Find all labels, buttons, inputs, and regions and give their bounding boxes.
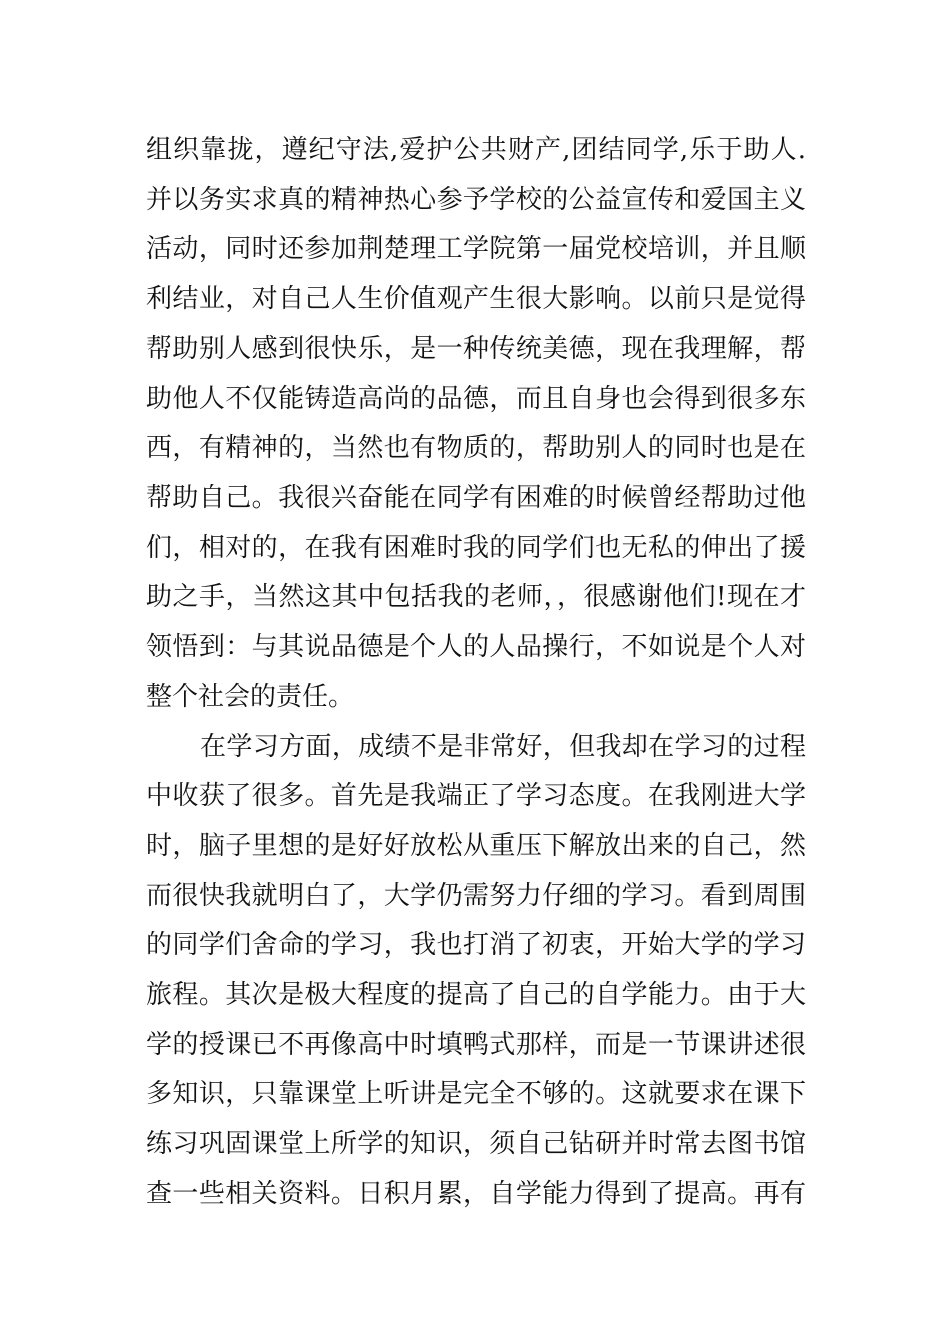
text-line: 练习巩固课堂上所学的知识，须自己钻研并时常去图书馆 — [146, 1129, 806, 1159]
text-line: 查一些相关资料。日积月累，自学能力得到了提高。再有 — [146, 1179, 806, 1209]
text-line: 旅程。其次是极大程度的提高了自己的自学能力。由于大 — [146, 980, 806, 1010]
text-line: 领悟到：与其说品德是个人的人品操行，不如说是个人对 — [146, 632, 806, 662]
text-line: 整个社会的责任。 — [146, 682, 355, 712]
text-line: 并以务实求真的精神热心参予学校的公益宣传和爱国主义 — [146, 185, 806, 215]
text-line: 组织靠拢，遵纪守法,爱护公共财产,团结同学,乐于助人. — [146, 135, 806, 165]
text-line: 助他人不仅能铸造高尚的品德，而且自身也会得到很多东 — [146, 384, 806, 414]
text-line: 中收获了很多。首先是我端正了学习态度。在我刚进大学 — [146, 781, 806, 811]
text-line: 助之手，当然这其中包括我的老师，，很感谢他们!现在才 — [146, 582, 806, 612]
text-line: 利结业，对自己人生价值观产生很大影响。以前只是觉得 — [146, 284, 806, 314]
text-line: 帮助别人感到很快乐，是一种传统美德，现在我理解，帮 — [146, 334, 806, 364]
text-line: 而很快我就明白了，大学仍需努力仔细的学习。看到周围 — [146, 881, 806, 911]
text-line: 帮助自己。我很兴奋能在同学有困难的时候曾经帮助过他 — [146, 483, 806, 513]
text-line: 多知识，只靠课堂上听讲是完全不够的。这就要求在课下 — [146, 1079, 806, 1109]
paragraph-first-line: 在学习方面，成绩不是非常好，但我却在学习的过程 — [200, 732, 806, 762]
text-line: 时，脑子里想的是好好放松从重压下解放出来的自己，然 — [146, 831, 806, 861]
text-line: 的同学们舍命的学习，我也打消了初衷，开始大学的学习 — [146, 930, 806, 960]
text-line: 活动，同时还参加荆楚理工学院第一届党校培训，并且顺 — [146, 234, 806, 264]
text-line: 西，有精神的，当然也有物质的，帮助别人的同时也是在 — [146, 433, 806, 463]
text-line: 们，相对的，在我有困难时我的同学们也无私的伸出了援 — [146, 533, 806, 563]
text-line: 学的授课已不再像高中时填鸭式那样，而是一节课讲述很 — [146, 1030, 806, 1060]
